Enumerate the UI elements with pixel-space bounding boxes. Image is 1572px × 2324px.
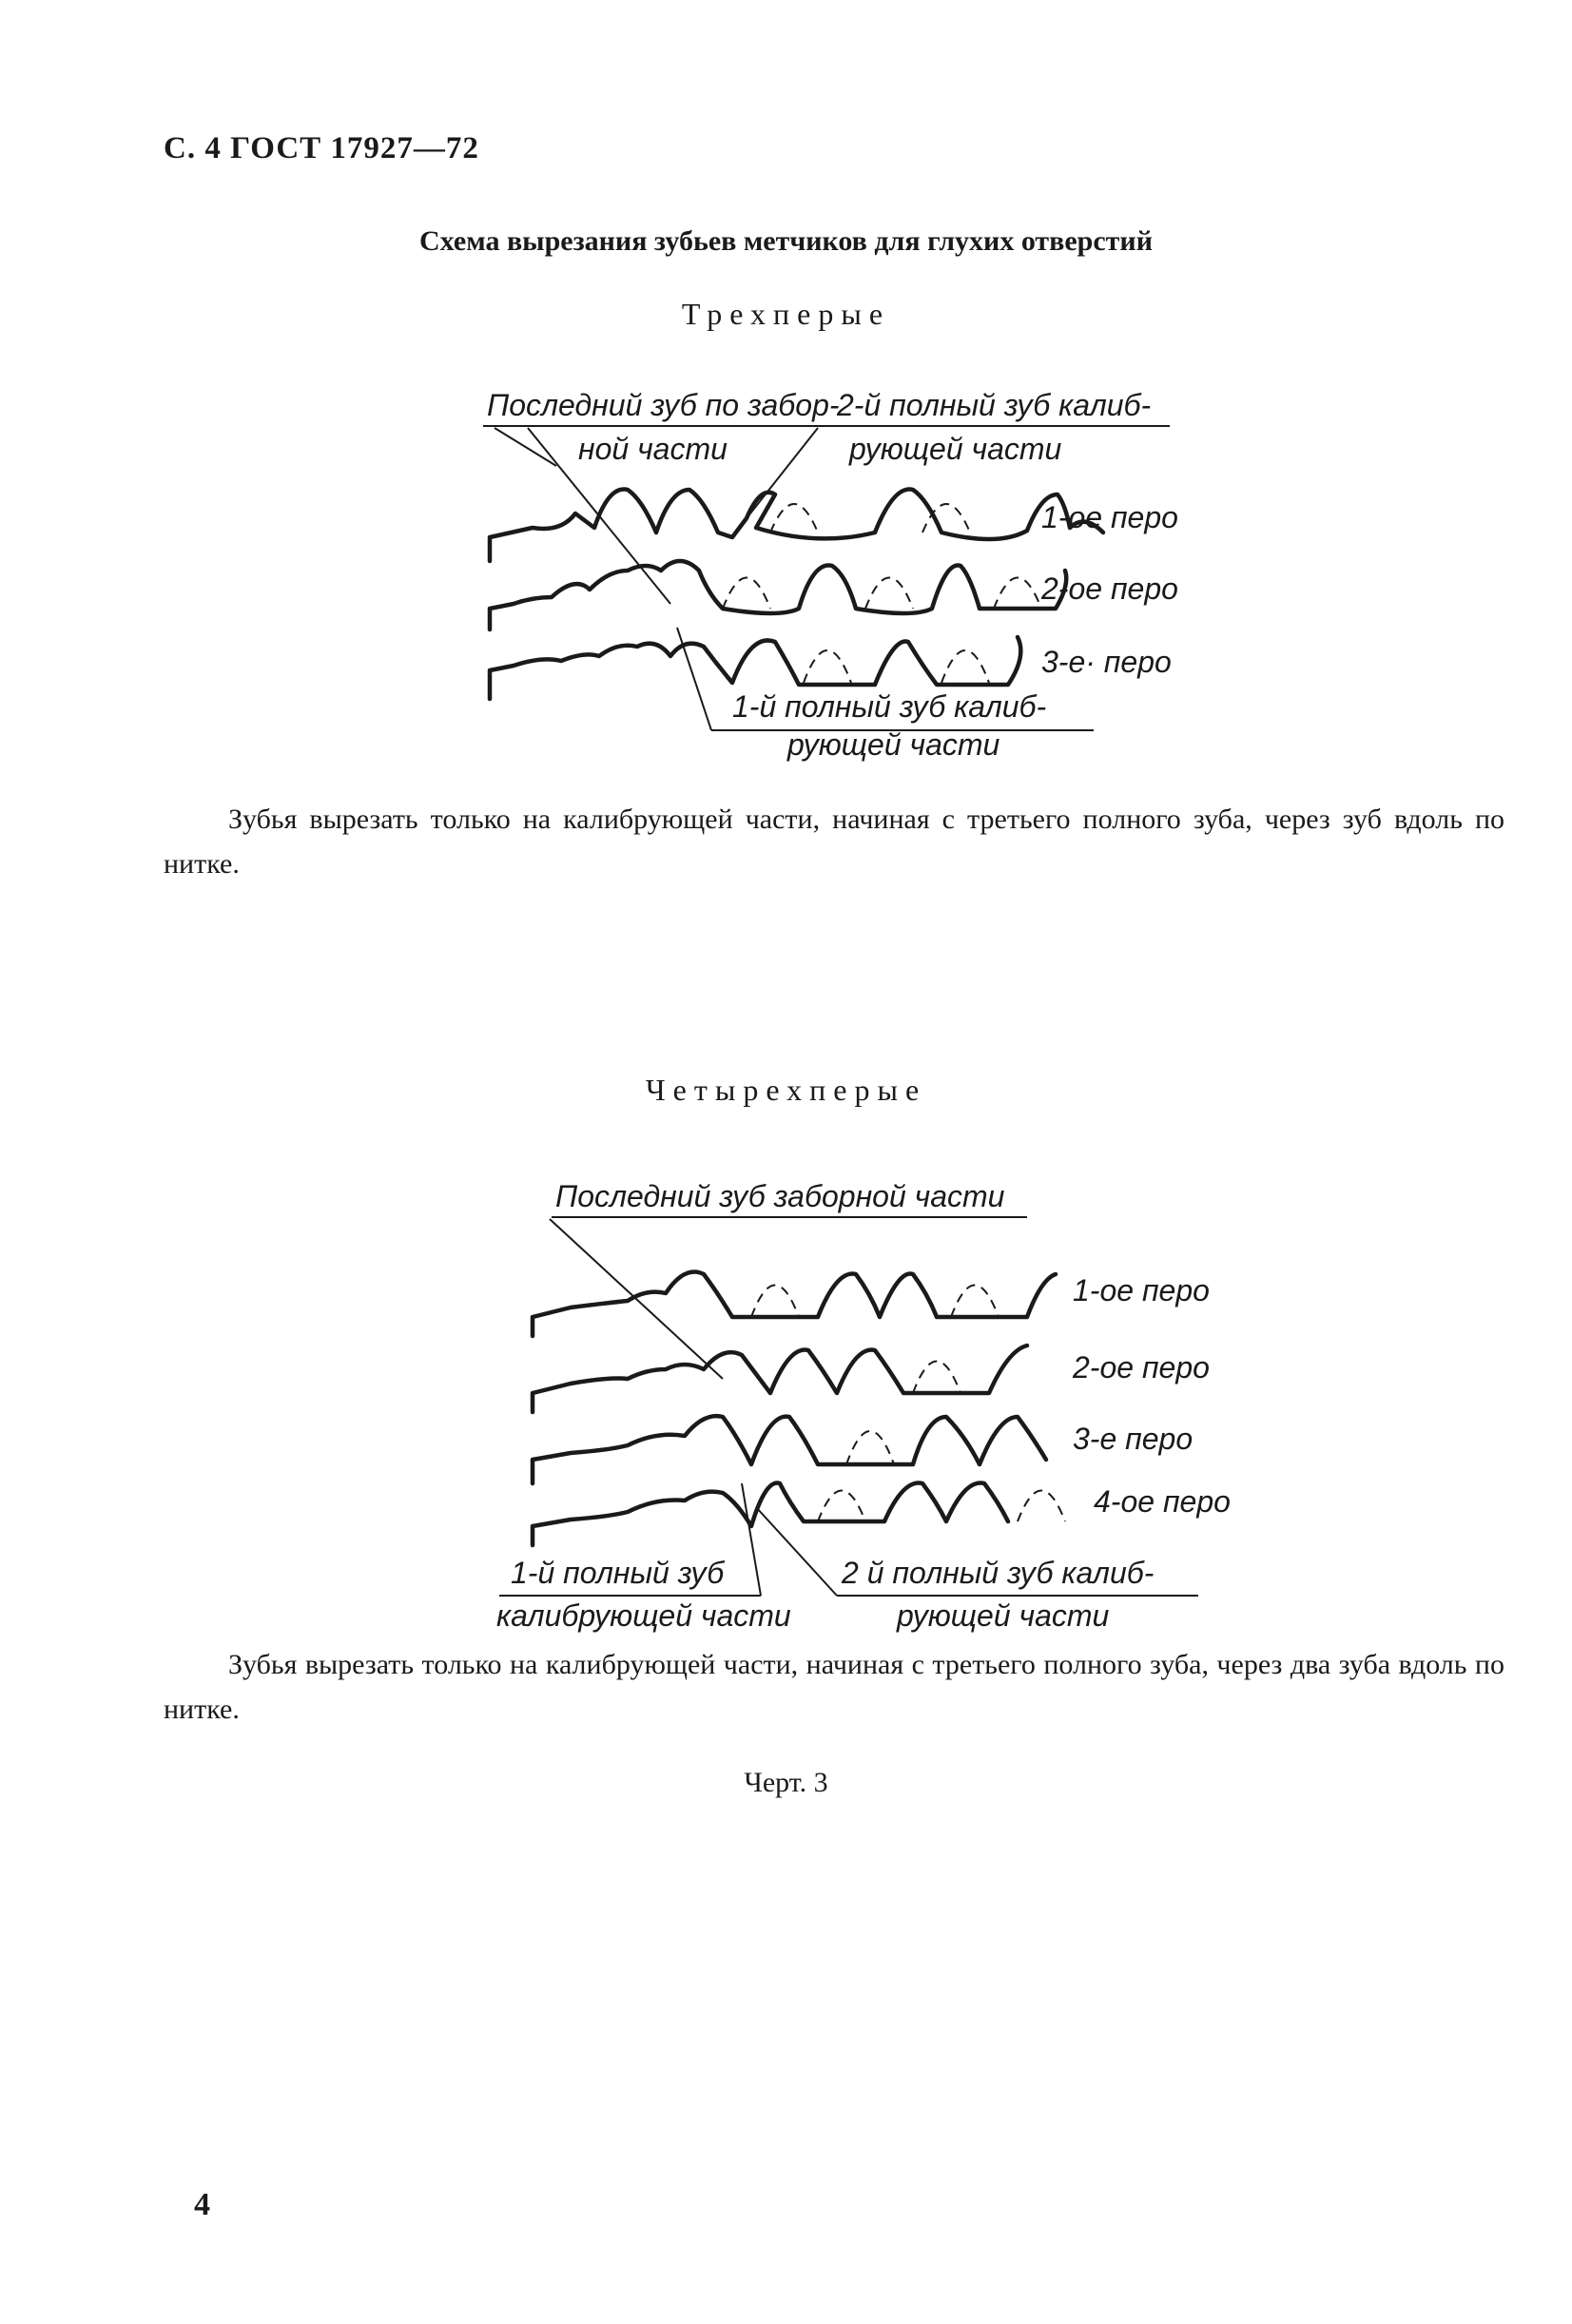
ghost-tooth	[846, 1431, 894, 1464]
section-title-four-flute: Четырехперые	[645, 1073, 927, 1107]
section-title-three-flute: Трехперые	[681, 297, 891, 331]
label-first-full: 1-й полный зуб калиб-	[732, 689, 1047, 724]
label-second-full-4-2: рующей части	[897, 1598, 1110, 1633]
label-row-3-4: 3-е перо	[1073, 1422, 1194, 1456]
figure-caption: Черт. 3	[744, 1767, 828, 1798]
label-row-3: 3-е· перо	[1041, 645, 1172, 679]
label-row-1: 1-ое перо	[1041, 500, 1178, 534]
flute-row-2	[533, 1346, 1027, 1412]
label-row-2-4: 2-ое перо	[1073, 1350, 1210, 1385]
flute-row-3	[533, 1416, 1046, 1483]
page-number: 4	[194, 2187, 210, 2222]
document-title: Схема вырезания зубьев метчиков для глухих отверстий	[418, 225, 1153, 257]
leader-line	[550, 1219, 723, 1379]
label-row-1-4: 1-ое перо	[1073, 1273, 1210, 1307]
page-header: С. 4 ГОСТ 17927—72	[164, 131, 479, 165]
paragraph-three-flute: Зубья вырезать только на калибрующей части, начиная с третьего полного зуба, через зуб вдоль по нитке.	[164, 804, 1504, 880]
ghost-tooth	[913, 1362, 961, 1394]
label-second-full: 2-й полный зуб калиб-	[837, 388, 1152, 422]
label-last-tooth-2: ной части	[578, 432, 728, 466]
flute-row-4	[533, 1483, 1008, 1546]
label-first-full-4: 1-й полный зуб	[511, 1556, 725, 1590]
ghost-tooth	[818, 1491, 865, 1522]
paragraph-four-flute: Зубья вырезать только на калибрующей части, начиная с третьего полного зуба, через два зуба вдоль по нитке.	[164, 1649, 1504, 1725]
label-row-4-4: 4-ое перо	[1094, 1484, 1231, 1519]
leader-line	[742, 1483, 761, 1596]
label-row-2: 2-ое перо	[1041, 571, 1178, 606]
label-second-full-4: 2 й полный зуб калиб-	[842, 1556, 1155, 1590]
label-first-full-4-2: калибрующей части	[496, 1598, 791, 1633]
ghost-tooth	[1018, 1491, 1065, 1522]
label-last-tooth: Последний зуб по забор-	[487, 388, 840, 422]
ghost-tooth	[751, 1286, 799, 1318]
label-last-tooth-4: Последний зуб заборной части	[555, 1179, 1005, 1213]
label-first-full-2: рующей части	[787, 727, 1000, 762]
ghost-tooth	[951, 1286, 999, 1318]
label-second-full-2: рующей части	[849, 432, 1062, 466]
